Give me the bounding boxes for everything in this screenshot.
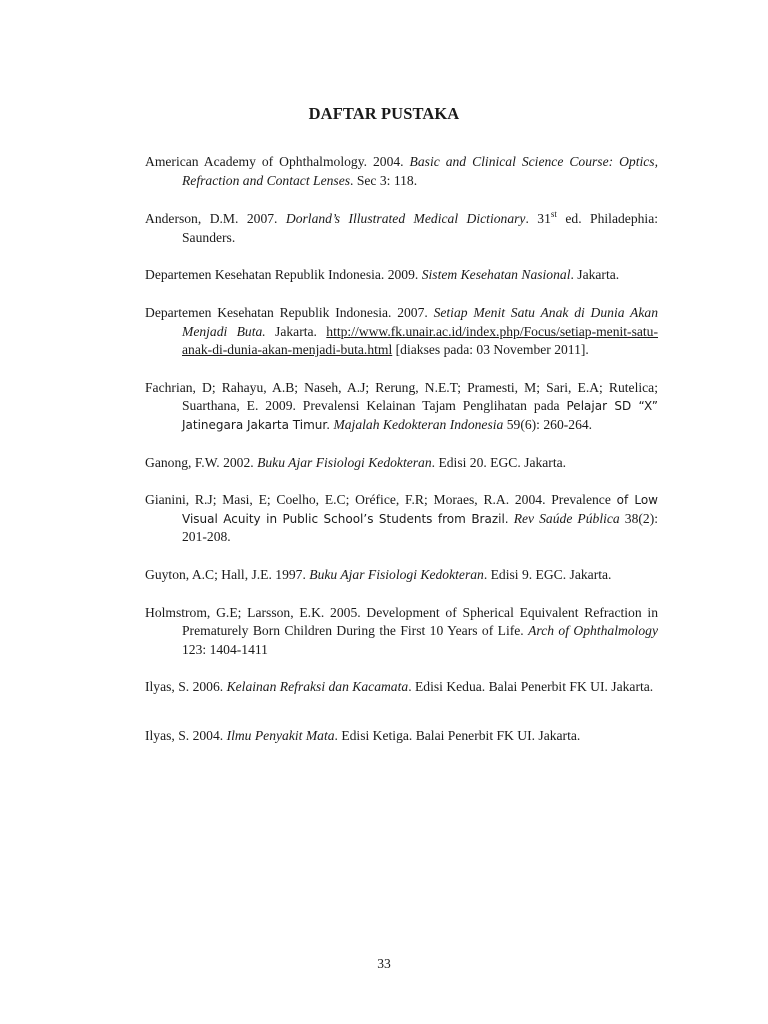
reference-url-link[interactable]: http://www.fk.unair.ac.id/index.php/Focus/setiap-menit-satu-anak-di-dunia-akan-menjadi-buta.html [182, 323, 659, 358]
reference-entry: Ganong, F.W. 2002. Buku Ajar Fisiologi Kedokteran. Edisi 20. EGC. Jakarta. [145, 454, 567, 470]
reference-list [145, 153, 658, 745]
reference-entry: American Academy of Ophthalmology. 2004. Basic and Clinical Science Course: Optics, Refraction and Contact Lenses. Sec 3: 118. [145, 154, 658, 188]
page-number: 33 [377, 956, 391, 971]
reference-entry: Departemen Kesehatan Republik Indonesia. 2007. Setiap Menit Satu Anak di Dunia Akan Menjadi Buta. Jakarta. http://www.fk.unair.ac.id/index.php/Focus/setiap-menit-satu-anak-di-dunia-akan-menjadi-buta.html [diakses pada: 03 November 2011]. [145, 304, 659, 358]
reference-entry: Holmstrom, G.E; Larsson, E.K. 2005. Development of Spherical Equivalent Refraction in Prematurely Born Children During the First 10 Years of Life. Arch of Ophthalmology 123: 1404-1411 [145, 604, 658, 657]
reference-entry: Ilyas, S. 2006. Kelainan Refraksi dan Kacamata. Edisi Kedua. Balai Penerbit FK UI. Jakarta. [145, 679, 654, 695]
page-title: DAFTAR PUSTAKA [308, 104, 460, 123]
reference-entry: Fachrian, D; Rahayu, A.B; Naseh, A.J; Rerung, N.E.T; Pramesti, M; Sari, E.A; Rutelica; Suarthana, E. 2009. Prevalensi Kelainan Tajam Penglihatan pada Pelajar SD “X” Jatinegara Jakarta Timur. Majalah Kedokteran Indonesia 59(6): 260-264. [145, 379, 659, 432]
reference-entry: Guyton, A.C; Hall, J.E. 1997. Buku Ajar Fisiologi Kedokteran. Edisi 9. EGC. Jakarta. [145, 566, 612, 582]
reference-entry: Anderson, D.M. 2007. Dorland’s Illustrated Medical Dictionary. 31st ed. Philadephia: Saunders. [145, 209, 659, 245]
reference-entry: Gianini, R.J; Masi, E; Coelho, E.C; Oréfice, F.R; Moraes, R.A. 2004. Prevalence of Low Visual Acuity in Public School’s Students from Brazil. Rev Saúde Pública 38(2): 201-208. [145, 492, 659, 545]
reference-entry: Ilyas, S. 2004. Ilmu Penyakit Mata. Edisi Ketiga. Balai Penerbit FK UI. Jakarta. [145, 727, 581, 743]
reference-entry: Departemen Kesehatan Republik Indonesia. 2009. Sistem Kesehatan Nasional. Jakarta. [145, 267, 620, 283]
